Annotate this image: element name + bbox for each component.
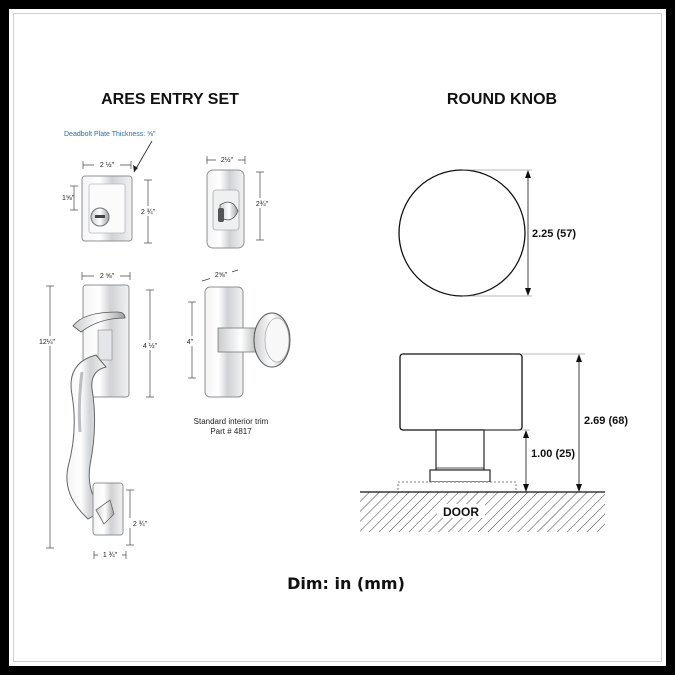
interior-trim-part-number: Part # 4817	[210, 427, 252, 436]
round-knob-top-view	[399, 170, 576, 296]
handle-bottom-width-label: 1 ¾"	[102, 552, 118, 559]
handle-total-height-label: 12¼"	[38, 339, 56, 346]
interior-trim-group	[182, 269, 290, 436]
ares-entry-set-title: ARES ENTRY SET	[101, 91, 239, 108]
handle-top-width-label: 2 ⅝"	[99, 273, 115, 280]
deadbolt-width-label: 2 ½"	[99, 162, 115, 169]
round-knob-side-view	[360, 354, 628, 532]
door-label: DOOR	[443, 505, 479, 519]
interior-trim-caption: Standard interior trim	[193, 417, 269, 426]
deadbolt-height-label: 2 ¾"	[140, 209, 156, 216]
deadbolt-plate-thickness-note: Deadbolt Plate Thickness: ⅝"	[64, 131, 156, 138]
knob-head	[400, 354, 522, 430]
keyway	[95, 215, 105, 218]
rose-outline	[398, 482, 516, 492]
knob-neck	[436, 430, 484, 470]
round-knob-title: ROUND KNOB	[446, 91, 558, 108]
thumbturn-height-label: 2¾"	[255, 201, 269, 208]
interior-width-label: 2⅝"	[214, 272, 228, 279]
handle-group	[36, 270, 162, 559]
deadbolt-offset-label: 1⅝"	[62, 195, 75, 202]
projection-label: 2.69 (68)	[584, 415, 629, 427]
thumbturn-width-label: 2½"	[220, 157, 234, 164]
diameter-label: 2.25 (57)	[532, 228, 577, 240]
knob-rose	[430, 470, 490, 482]
deadbolt-group	[62, 131, 160, 243]
dimension-units-footer: Dim: in (mm)	[287, 574, 405, 593]
interior-height-label: 4"	[186, 339, 194, 346]
thumbturn-group	[207, 154, 272, 248]
handle-bottom-height-label: 2 ¾"	[132, 521, 148, 528]
knob-face-circle	[399, 170, 525, 296]
handle-upper-height-label: 4 ½"	[142, 343, 158, 350]
neck-label: 1.00 (25)	[531, 448, 576, 460]
